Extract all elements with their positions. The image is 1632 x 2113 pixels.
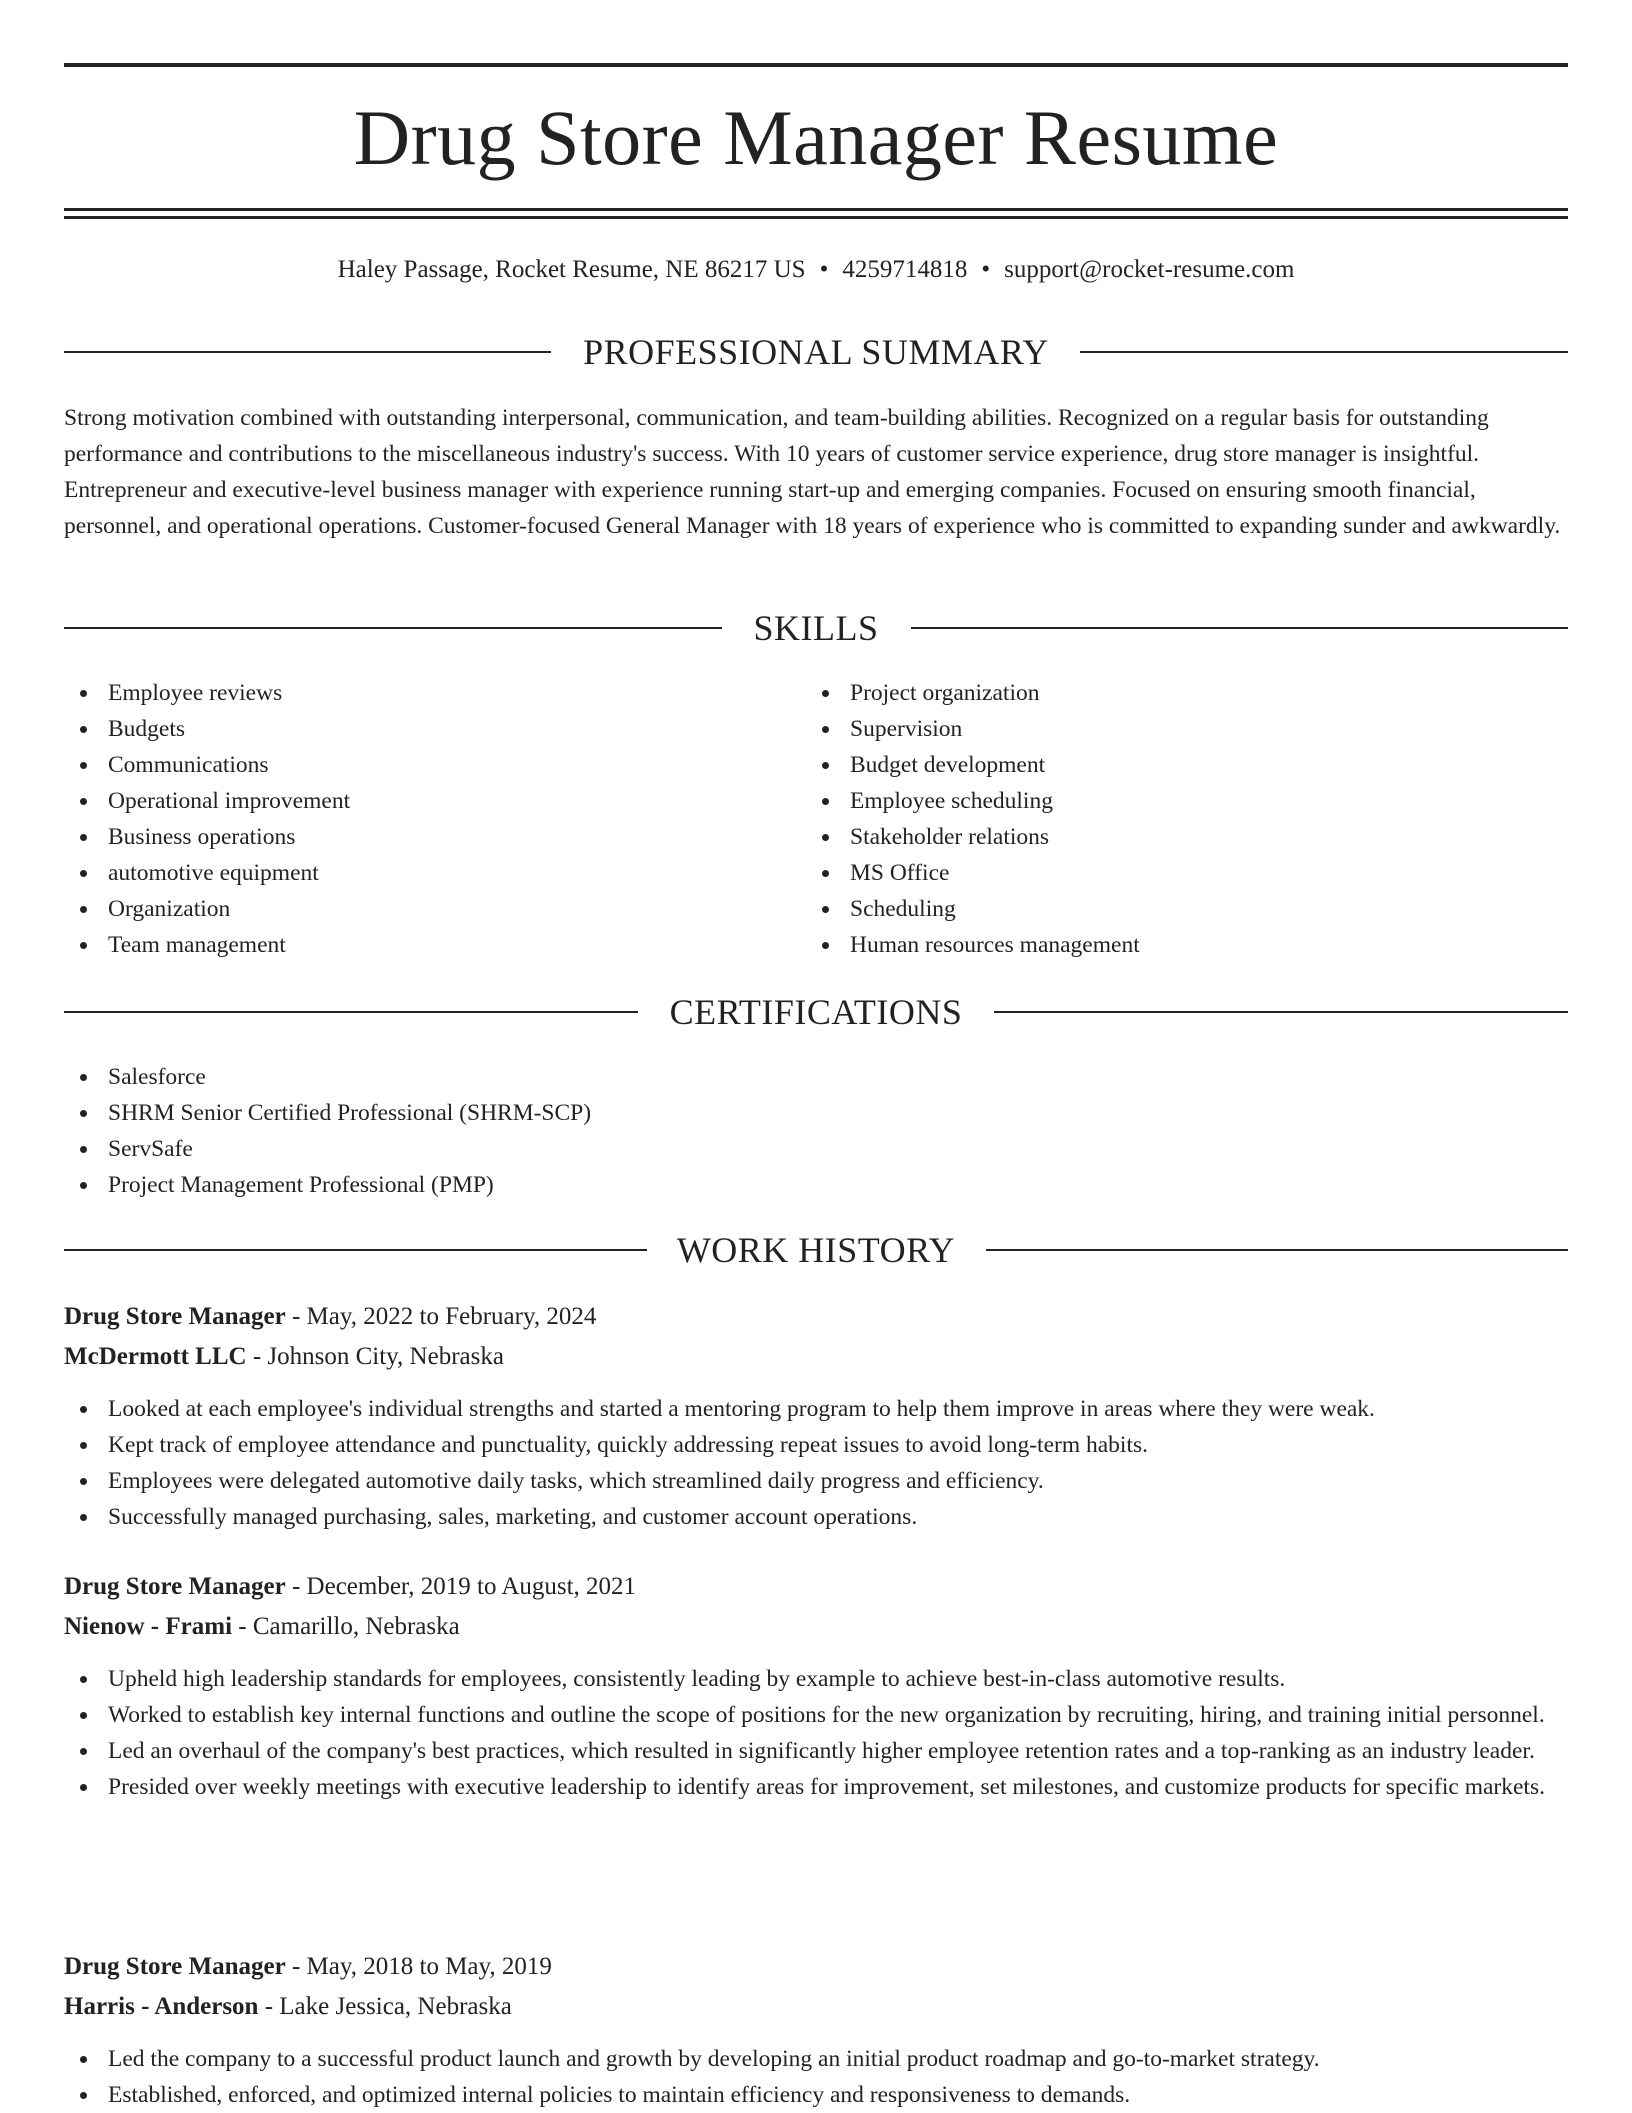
job-bullet: Led the company to a successful product launch and growth by developing an initial product roadmap and go-to-market strategy. xyxy=(64,2041,1568,2077)
certification-item: Project Management Professional (PMP) xyxy=(64,1167,1568,1203)
job-bullet: Upheld high leadership standards for employees, consistently leading by example to achieve best-in-class automotive results. xyxy=(64,1661,1568,1697)
job-location: Lake Jessica, Nebraska xyxy=(279,1993,512,2020)
job-title-line xyxy=(64,1949,552,1985)
section-header-summary xyxy=(64,330,1568,374)
job-bullet: Kept track of employee attendance and punctuality, quickly addressing repeat issues to avoid long-term habits. xyxy=(64,1427,1568,1463)
dash: - xyxy=(238,1613,247,1640)
top-rule xyxy=(64,63,1568,67)
certifications-list xyxy=(64,1059,1568,1203)
summary-text: Strong motivation combined with outstanding interpersonal, communication, and team-building abilities. Recognized on a regular basis for outstanding performance and contributions to the miscellaneous industry's success. With 10 years of customer service experience, drug store manager is insightful. Entrepreneur and executive-level business manager with experience running start-up and emerging companies. Focused on ensuring smooth financial, personnel, and operational operations. Customer-focused General Manager with 18 years of experience who is committed to expanding sunder and awkwardly. xyxy=(64,405,1561,539)
job-company-line xyxy=(64,1989,512,2025)
dash: - xyxy=(291,1573,301,1600)
skill-item: Human resources management xyxy=(806,927,1546,963)
section-title-work-history: WORK HISTORY xyxy=(676,1230,956,1270)
job-bullets xyxy=(64,2041,1568,2113)
job-bullets xyxy=(64,1391,1568,1535)
skill-item: Team management xyxy=(64,927,804,963)
job-bullet: Successfully managed purchasing, sales, marketing, and customer account operations. xyxy=(64,1499,1568,1535)
job-title-line xyxy=(64,1299,596,1335)
contact-address: Haley Passage, Rocket Resume, NE 86217 US xyxy=(337,256,806,283)
job-bullet: Presided over weekly meetings with executive leadership to identify areas for improvement, set milestones, and customize products for specific markets. xyxy=(64,1769,1568,1805)
certification-item: ServSafe xyxy=(64,1131,1568,1167)
title-rule-upper xyxy=(64,208,1568,211)
job-bullet: Led an overhaul of the company's best practices, which resulted in significantly higher employee retention rates and a top-ranking as an industry leader. xyxy=(64,1733,1568,1769)
job-dates: May, 2018 to May, 2019 xyxy=(306,1953,552,1980)
job-dates: December, 2019 to August, 2021 xyxy=(306,1573,637,1600)
dash: - xyxy=(291,1303,301,1330)
skill-item: Budget development xyxy=(806,747,1546,783)
skill-item: automotive equipment xyxy=(64,855,804,891)
skill-item: Organization xyxy=(64,891,804,927)
job-title: Drug Store Manager xyxy=(64,1953,286,1980)
job-company: Harris - Anderson xyxy=(64,1993,259,2020)
contact-phone: 4259714818 xyxy=(842,256,968,283)
dash: - xyxy=(291,1953,301,1980)
contact-email: support@rocket-resume.com xyxy=(1004,256,1295,283)
job-bullets xyxy=(64,1661,1568,1805)
skills-list-left xyxy=(64,675,804,963)
skill-item: Scheduling xyxy=(806,891,1546,927)
job-company: Nienow - Frami xyxy=(64,1613,233,1640)
contact-line xyxy=(64,253,1568,287)
section-header-certifications xyxy=(64,990,1568,1034)
job-location: Johnson City, Nebraska xyxy=(267,1343,504,1370)
contact-separator: • xyxy=(819,256,829,283)
skill-item: Operational improvement xyxy=(64,783,804,819)
skill-item: Supervision xyxy=(806,711,1546,747)
job-bullet: Worked to establish key internal functions and outline the scope of positions for the new organization by recruiting, hiring, and training initial personnel. xyxy=(64,1697,1568,1733)
dash: - xyxy=(252,1343,262,1370)
job-bullet: Looked at each employee's individual strengths and started a mentoring program to help them improve in areas where they were weak. xyxy=(64,1391,1568,1427)
skill-item: Business operations xyxy=(64,819,804,855)
title-rule-lower xyxy=(64,216,1568,219)
skill-item: Employee scheduling xyxy=(806,783,1546,819)
job-title-line xyxy=(64,1569,636,1605)
job-company-line xyxy=(64,1609,460,1645)
section-header-work-history xyxy=(64,1228,1568,1272)
skill-item: MS Office xyxy=(806,855,1546,891)
job-bullet: Employees were delegated automotive daily tasks, which streamlined daily progress and efficiency. xyxy=(64,1463,1568,1499)
job-title: Drug Store Manager xyxy=(64,1573,286,1600)
skill-item: Employee reviews xyxy=(64,675,804,711)
job-company: McDermott LLC xyxy=(64,1343,247,1370)
skill-item: Stakeholder relations xyxy=(806,819,1546,855)
contact-separator: • xyxy=(981,256,991,283)
skill-item: Budgets xyxy=(64,711,804,747)
certification-item: SHRM Senior Certified Professional (SHRM-SCP) xyxy=(64,1095,1568,1131)
job-dates: May, 2022 to February, 2024 xyxy=(306,1303,597,1330)
skill-item: Project organization xyxy=(806,675,1546,711)
dash: - xyxy=(264,1993,274,2020)
section-header-skills xyxy=(64,606,1568,650)
skills-list-right xyxy=(806,675,1546,963)
section-title-certifications: CERTIFICATIONS xyxy=(669,992,963,1032)
certification-item: Salesforce xyxy=(64,1059,1568,1095)
job-location: Camarillo, Nebraska xyxy=(252,1613,460,1640)
job-title: Drug Store Manager xyxy=(64,1303,286,1330)
job-company-line xyxy=(64,1339,504,1375)
skill-item: Communications xyxy=(64,747,804,783)
section-title-summary: PROFESSIONAL SUMMARY xyxy=(583,332,1049,372)
resume-title: Drug Store Manager Resume xyxy=(353,94,1279,181)
job-bullet: Established, enforced, and optimized internal policies to maintain efficiency and responsiveness to demands. xyxy=(64,2077,1568,2113)
section-title-skills: SKILLS xyxy=(753,608,879,648)
